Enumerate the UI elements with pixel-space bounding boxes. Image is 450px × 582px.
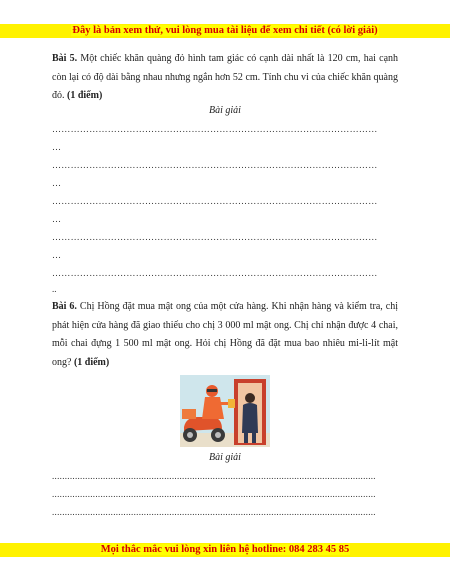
problem-5-label: Bài 5.	[52, 53, 78, 64]
answer-line-2-tail: …	[52, 178, 61, 188]
answer-line-1-tail: …	[52, 142, 61, 152]
problem-6-points: (1 điểm)	[73, 356, 110, 368]
answer-line-4: ……………………………………………………………………………………………	[52, 232, 378, 242]
answer-line-2: ……………………………………………………………………………………………	[52, 160, 378, 170]
problem-6-text: Chị Hồng đặt mua mật ong của một cửa hàng. Khi nhận hàng và kiểm tra, chị phát hiện cửa hàng đã giao thiếu cho chị 3 000 ml mật ong. Chị chỉ nhận được 4 chai, mỗi chai đựng 1 500 ml mật ong. Hỏi chị Hồng đã đặt mua bao nhiêu mi-li-lít mật ong?	[52, 301, 398, 368]
problem-5-text: Một chiếc khăn quàng đỏ hình tam giác có cạnh dài nhất là 120 cm, hai cạnh còn lại có độ dài bằng nhau nhưng ngắn hơn 52 cm. Tính chu vi của chiếc khăn quàng đỏ.	[52, 53, 399, 101]
problem-5-solution-title: Bài giải	[209, 105, 241, 116]
problem-6-label: Bài 6.	[52, 301, 77, 312]
answer-line-3-tail: …	[52, 214, 61, 224]
hotline-banner	[0, 543, 450, 557]
answer-line-5-tail: ..	[52, 284, 57, 294]
delivery-illustration	[180, 375, 270, 447]
problem-6-solution-title: Bài giải	[209, 452, 241, 463]
problem-5	[52, 50, 398, 106]
answer-line-4-tail: …	[52, 250, 61, 260]
preview-banner-text: Đây là bản xem thử, vui lòng mua tài liệu để xem chi tiết (có lời giải)	[72, 25, 378, 36]
answer-line-5: ……………………………………………………………………………………………	[52, 268, 378, 278]
answer-line-6: ...............................................................................................................................	[52, 471, 376, 481]
problem-5-points: (1 điểm)	[67, 90, 103, 101]
hotline-banner-text: Mọi thắc mắc vui lòng xin liên hệ hotline: 084 283 45 85	[100, 544, 350, 555]
answer-line-7: ...............................................................................................................................	[52, 489, 376, 499]
preview-banner	[0, 24, 450, 38]
answer-line-8: ...............................................................................................................................	[52, 507, 376, 517]
answer-line-3: ……………………………………………………………………………………………	[52, 196, 378, 206]
problem-6	[52, 298, 398, 372]
answer-line-1: ……………………………………………………………………………………………	[52, 124, 378, 134]
